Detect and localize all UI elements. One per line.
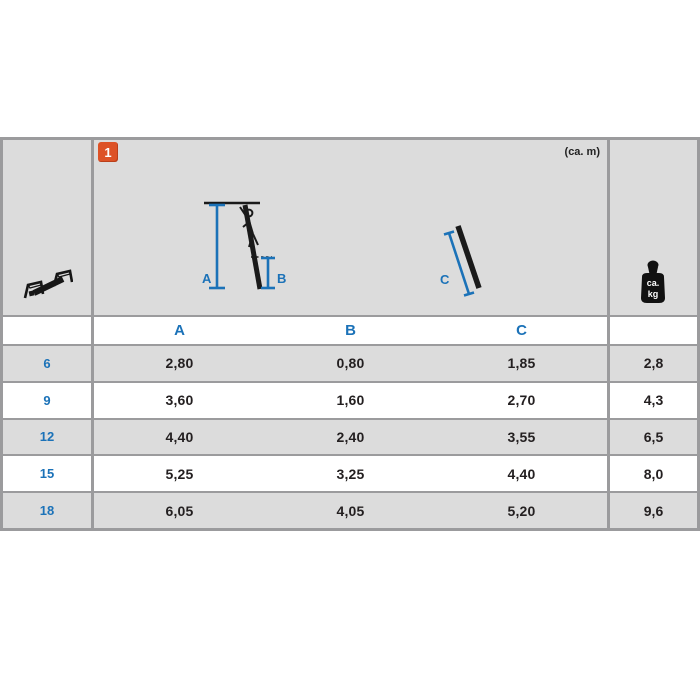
dim-a-value: 3,60: [165, 392, 194, 409]
weight-value: 4,3: [643, 392, 664, 409]
weight-value: 9,6: [643, 502, 664, 519]
table-row-weight: [610, 493, 697, 528]
weight-unit-line1: ca.: [646, 278, 660, 288]
weight-icon: [638, 260, 668, 306]
table-row-rungs: [3, 383, 91, 418]
weight-unit-line2: kg: [647, 289, 659, 299]
dim-a-value: 4,40: [165, 428, 194, 445]
dim-a-value: 6,05: [165, 502, 194, 519]
closed-ladder-diagram: [440, 220, 500, 300]
table-row: [94, 383, 607, 418]
weight-value: 2,8: [643, 355, 664, 372]
ladder-spec-table: [0, 137, 700, 531]
rung-count: 12: [39, 429, 55, 445]
table-row: [94, 493, 607, 528]
weight-value: 6,5: [643, 428, 664, 445]
dim-b-value: 4,05: [336, 502, 365, 519]
table-row-rungs: [3, 456, 91, 491]
leaning-ladder-diagram: [202, 200, 290, 295]
column-header-row: [94, 317, 607, 344]
dim-b-value: 0,80: [336, 355, 365, 372]
rung-count: 9: [43, 392, 51, 408]
table-row: [94, 420, 607, 455]
weight-header-cell: [610, 140, 697, 315]
dim-c-value: 1,85: [507, 355, 536, 372]
dim-b-value: 2,40: [336, 428, 365, 445]
column-header-a: A: [174, 322, 185, 339]
dim-b-value: 1,60: [336, 392, 365, 409]
weight-value: 8,0: [643, 465, 664, 482]
column-header-b: B: [345, 322, 356, 339]
ladder-rungs-icon: [23, 268, 73, 308]
table-row-rungs: [3, 493, 91, 528]
table-row: [94, 346, 607, 381]
column-header-spacer-right: [610, 317, 697, 344]
table-row-weight: [610, 346, 697, 381]
table-row-weight: [610, 420, 697, 455]
rung-count: 18: [39, 503, 55, 519]
dim-a-value: 5,25: [165, 465, 194, 482]
figure-number-badge: 1: [98, 142, 118, 162]
unit-note: (ca. m): [564, 146, 600, 158]
dim-c-label: C: [440, 272, 450, 287]
dim-c-value: 2,70: [507, 392, 536, 409]
dim-c-value: 3,55: [507, 428, 536, 445]
column-header-c: C: [516, 322, 527, 339]
table-row-rungs: [3, 420, 91, 455]
diagram-header-cell: [94, 140, 607, 315]
table-row-weight: [610, 383, 697, 418]
column-header-spacer-left: [3, 317, 91, 344]
rung-count: 6: [43, 355, 51, 371]
table-row-rungs: [3, 346, 91, 381]
table-row-weight: [610, 456, 697, 491]
dim-c-value: 5,20: [507, 502, 536, 519]
rung-count: 15: [39, 466, 55, 482]
table-row: [94, 456, 607, 491]
dim-a-label: A: [202, 271, 212, 286]
dim-c-value: 4,40: [507, 465, 536, 482]
rungs-header-cell: [3, 140, 91, 315]
dim-b-label: B: [277, 271, 287, 286]
dim-a-value: 2,80: [165, 355, 194, 372]
dim-b-value: 3,25: [336, 465, 365, 482]
